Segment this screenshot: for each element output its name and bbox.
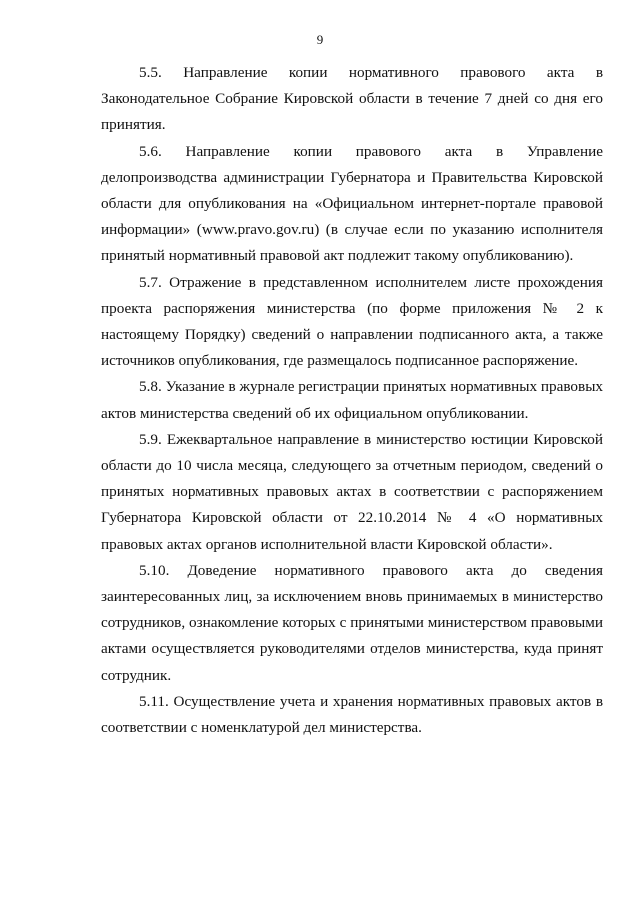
paragraph-5-11: 5.11. Осуществление учета и хранения нормативных правовых актов в соответствии с номенклатурой дел министерства.	[101, 692, 603, 737]
document-body	[101, 60, 603, 741]
paragraph-5-9: 5.9. Ежеквартальное направление в министерство юстиции Кировской области до 10 числа месяца, следующего за отчетным периодом, сведений о принятых нормативных правовых актах в соответствии с распоряжением Губернатора Кировской области от 22.10.2014 № 4 «О нормативных правовых актах органов исполнительной власти Кировской области».	[101, 430, 603, 553]
page-number: 9	[316, 32, 324, 47]
paragraph-5-5: 5.5. Направление копии нормативного правового акта в Законодательное Собрание Кировской области в течение 7 дней со дня его принятия.	[101, 64, 603, 134]
paragraph-5-7: 5.7. Отражение в представленном исполнителем листе прохождения проекта распоряжения министерства (по форме приложения № 2 к настоящему Порядку) сведений о направлении подписанного акта, а также источников опубликования, где размещалось подписанное распоряжение.	[101, 273, 603, 370]
paragraph-5-8: 5.8. Указание в журнале регистрации принятых нормативных правовых актов министерства сведений об их официальном опубликовании.	[101, 378, 603, 422]
paragraph-5-10: 5.10. Доведение нормативного правового акта до сведения заинтересованных лиц, за исключением вновь принимаемых в министерство сотрудников, ознакомление которых с принятыми министерством правовыми актами осуществляется руководителями отделов министерства, куда принят сотрудник.	[101, 561, 603, 684]
paragraph-5-6: 5.6. Направление копии правового акта в Управление делопроизводства администрации Губернатора и Правительства Кировской области для опубликования на «Официальном интернет-портале правовой информации» (www.pravo.gov.ru) (в случае если по указанию исполнителя принятый нормативный правовой акт подлежит такому опубликованию).	[101, 142, 603, 265]
